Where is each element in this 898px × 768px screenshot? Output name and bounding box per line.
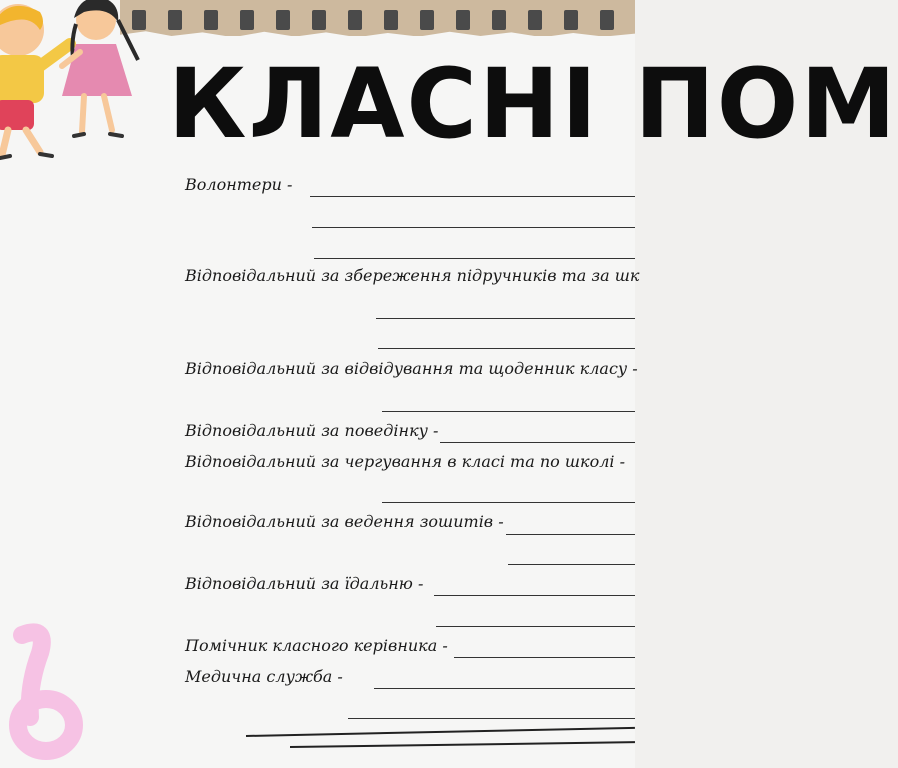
field-attendance: [185, 359, 638, 385]
field-behavior: [185, 421, 438, 447]
field-label: Волонтери -: [185, 175, 293, 194]
field-label: Відповідальний за збереження підручників та за шк: [185, 266, 640, 285]
fill-line[interactable]: [374, 688, 635, 689]
fill-line[interactable]: [348, 718, 635, 719]
children-illustration: [0, 0, 150, 165]
fill-line[interactable]: [382, 411, 635, 412]
fill-line[interactable]: [312, 227, 635, 228]
field-label: Медична служба -: [185, 667, 343, 686]
binder-holes: [132, 10, 635, 30]
field-label: Відповідальний за відвідування та щоденник класу -: [185, 359, 638, 378]
fill-line[interactable]: [508, 564, 635, 565]
field-label: Помічник класного керівника -: [185, 636, 448, 655]
field-medical: [185, 667, 343, 693]
field-label: Відповідальний за ведення зошитів -: [185, 512, 504, 531]
fill-line[interactable]: [382, 502, 635, 503]
field-canteen: [185, 574, 423, 600]
fill-line[interactable]: [310, 196, 635, 197]
fill-line[interactable]: [436, 626, 635, 627]
field-label: Відповідальний за чергування в класі та по школі -: [185, 452, 625, 471]
field-label: Відповідальний за їдальню -: [185, 574, 424, 593]
fill-line[interactable]: [314, 258, 635, 259]
fill-line[interactable]: [440, 442, 635, 443]
pink-doodle: [0, 625, 90, 768]
fill-line[interactable]: [378, 348, 635, 349]
fill-line[interactable]: [376, 318, 635, 319]
fill-line[interactable]: [454, 657, 635, 658]
field-volunteers: [185, 175, 292, 201]
field-duty: [185, 452, 625, 478]
page-title: КЛАСНІ ПОМ: [168, 48, 898, 160]
field-label: Відповідальний за поведінку -: [185, 421, 439, 440]
fill-line[interactable]: [506, 534, 635, 535]
field-assistant: [185, 636, 448, 662]
field-notebooks: [185, 512, 504, 538]
fill-line[interactable]: [434, 595, 635, 596]
field-textbooks: [185, 266, 639, 292]
